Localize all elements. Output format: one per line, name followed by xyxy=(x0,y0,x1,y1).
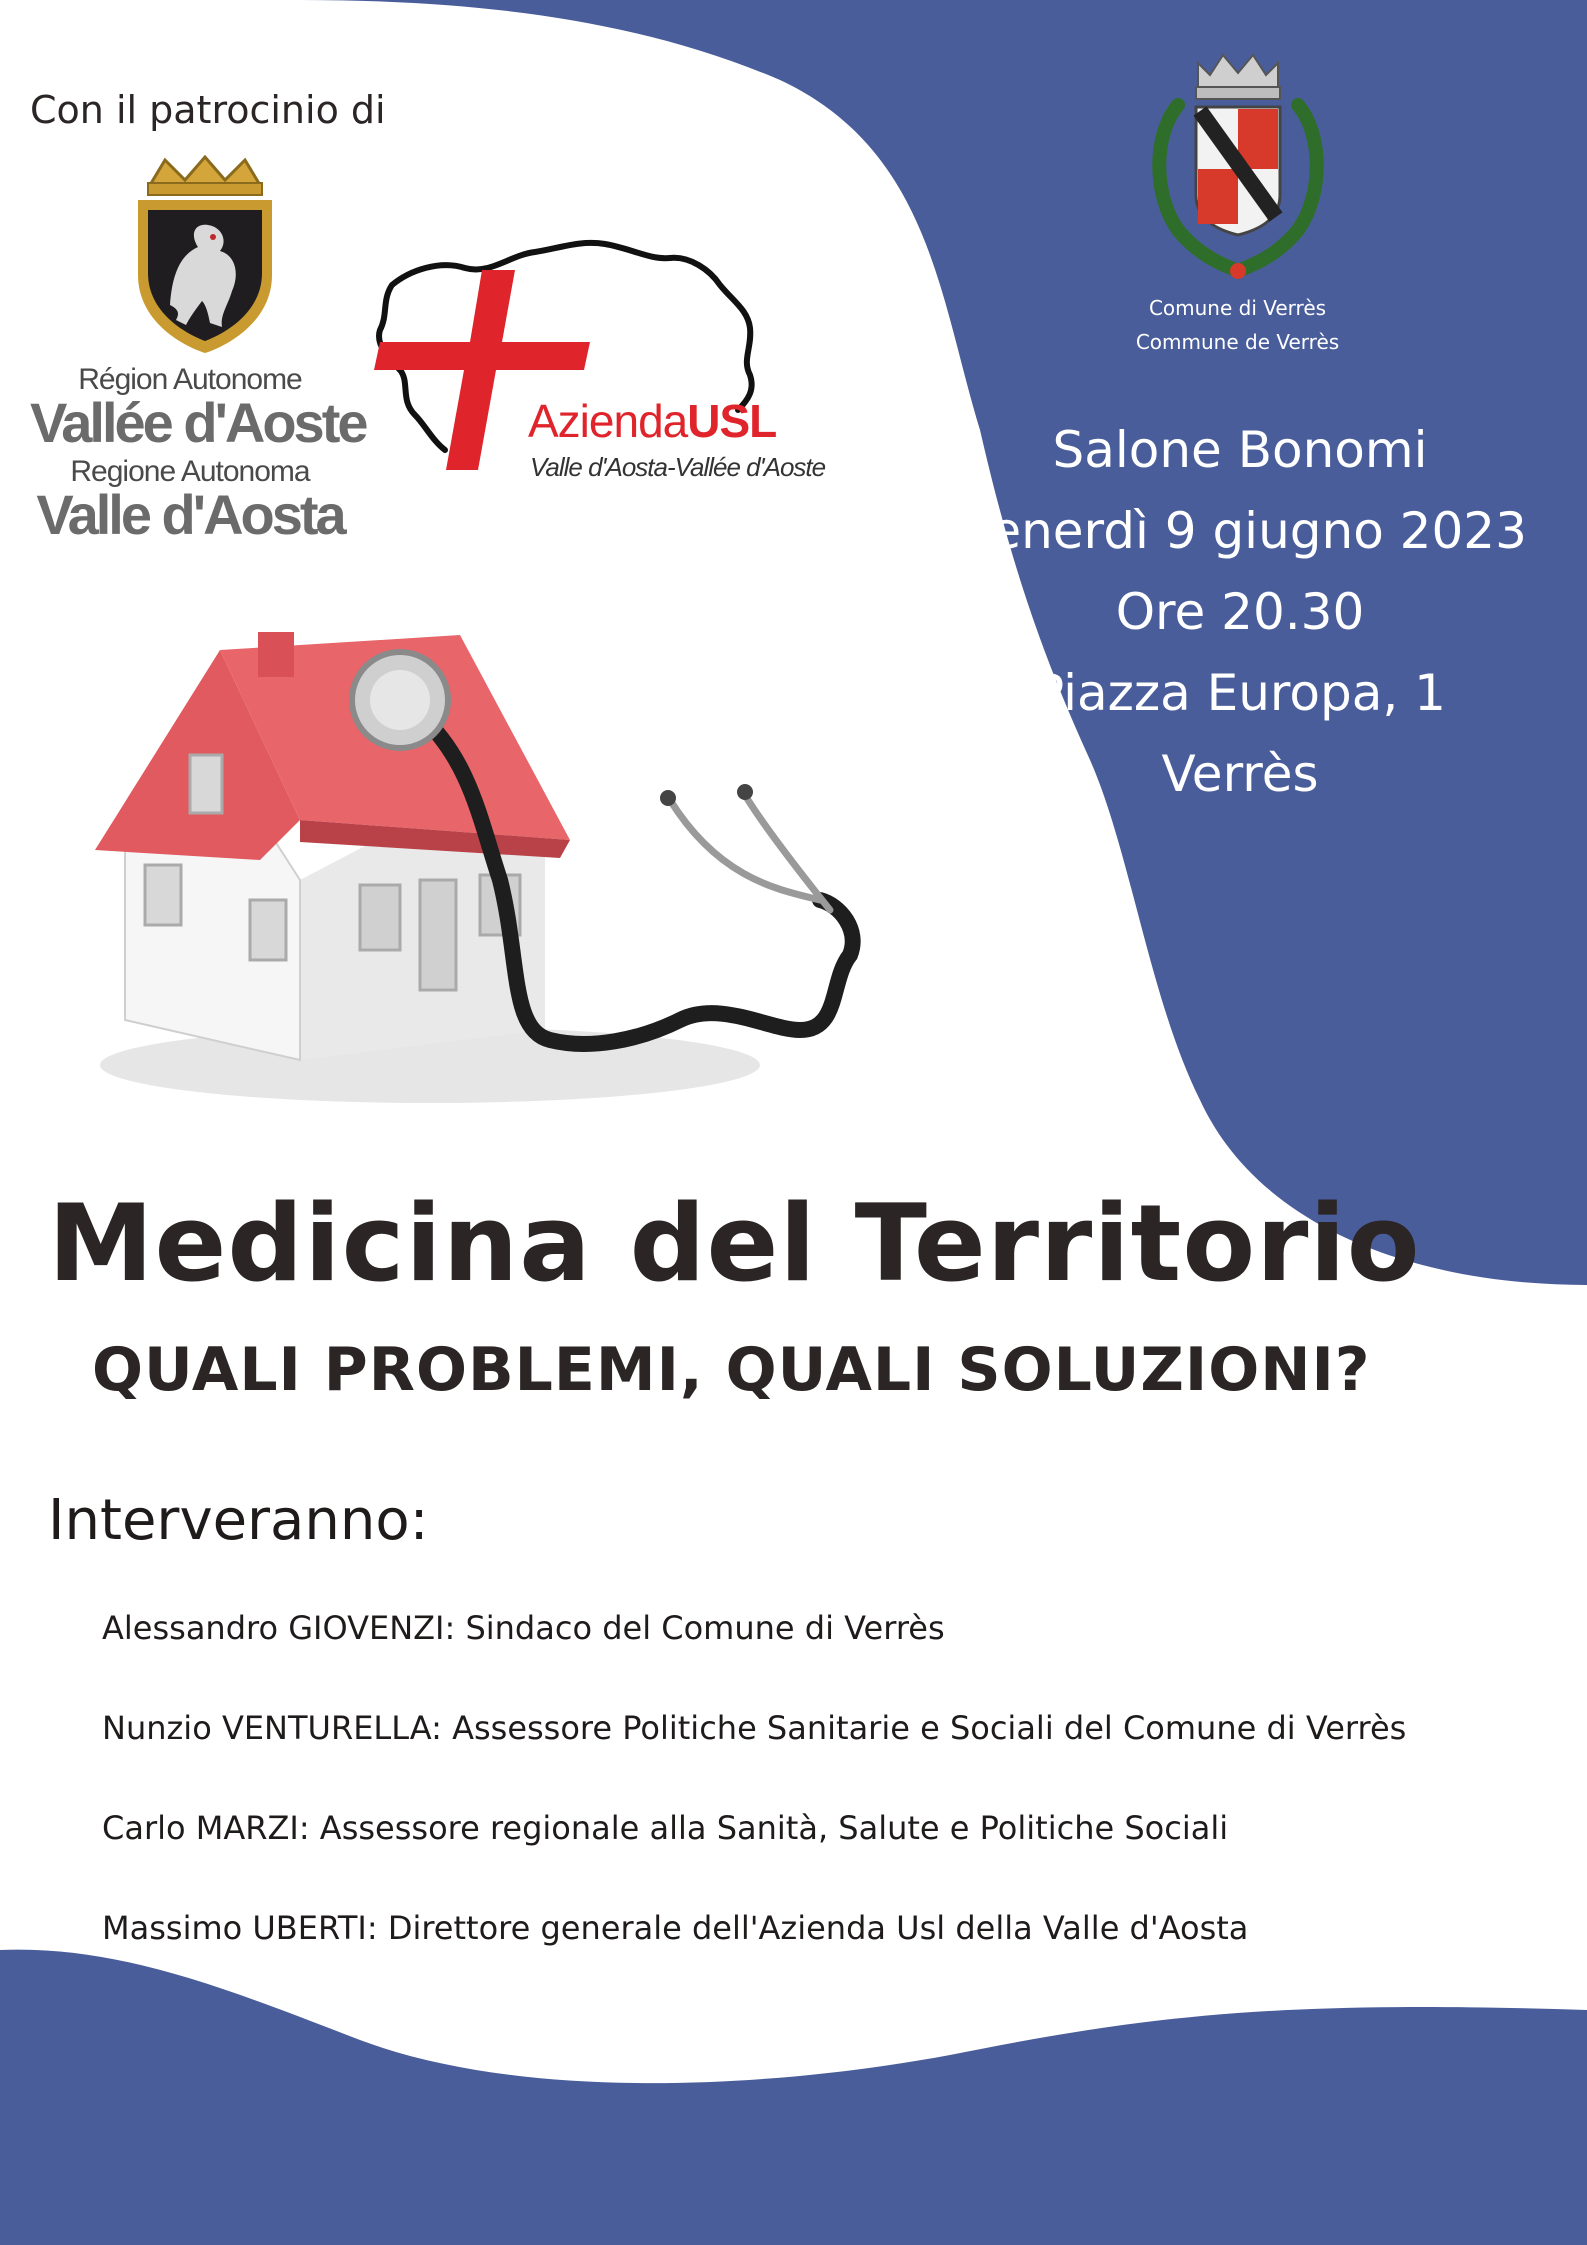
event-town: Verrès xyxy=(1161,745,1319,803)
red-cross-map-icon xyxy=(370,230,790,490)
region-name-fr-line1: Région Autonome xyxy=(78,363,302,396)
commune-name-fr: Commune de Verrès xyxy=(1135,330,1340,354)
event-time: Ore 20.30 xyxy=(1115,583,1365,641)
poster-title: Medicina del Territorio xyxy=(48,1182,1421,1305)
azienda-usl-logo xyxy=(370,230,826,490)
house-with-stethoscope-icon xyxy=(0,560,990,1140)
speaker-item: Carlo MARZI: Assessore regionale alla Sanità, Salute e Politiche Sociali xyxy=(102,1809,1229,1847)
speaker-item: Massimo UBERTI: Direttore generale dell'Azienda Usl della Valle d'Aosta xyxy=(102,1909,1249,1947)
event-address: Piazza Europa, 1 xyxy=(1034,664,1446,722)
region-name-it-line2: Valle d'Aosta xyxy=(36,483,344,546)
coat-of-arms-icon xyxy=(1148,45,1328,285)
speakers-heading: Interveranno: xyxy=(48,1488,429,1553)
commune-name-it: Comune di Verrès xyxy=(1148,296,1327,320)
region-logo xyxy=(30,155,366,546)
event-venue: Salone Bonomi xyxy=(1052,421,1428,479)
region-name-fr-line2: Vallée d'Aoste xyxy=(30,391,366,454)
region-name-it-line1: Regione Autonoma xyxy=(70,455,310,488)
patronage-label: Con il patrocinio di xyxy=(30,88,386,132)
event-info xyxy=(960,410,1527,815)
poster-subtitle: QUALI PROBLEMI, QUALI SOLUZIONI? xyxy=(92,1335,1371,1405)
region-shield-icon xyxy=(110,155,300,355)
bottom-blue-wave xyxy=(0,1950,1587,2245)
speaker-item: Alessandro GIOVENZI: Sindaco del Comune di Verrès xyxy=(102,1609,945,1647)
azienda-usl-name: AziendaUSL xyxy=(528,395,777,447)
azienda-usl-subtitle: Valle d'Aosta-Vallée d'Aoste xyxy=(530,452,826,482)
speaker-item: Nunzio VENTURELLA: Assessore Politiche Sanitarie e Sociali del Comune di Verrès xyxy=(102,1709,1407,1747)
event-date: Venerdì 9 giugno 2023 xyxy=(960,502,1527,560)
